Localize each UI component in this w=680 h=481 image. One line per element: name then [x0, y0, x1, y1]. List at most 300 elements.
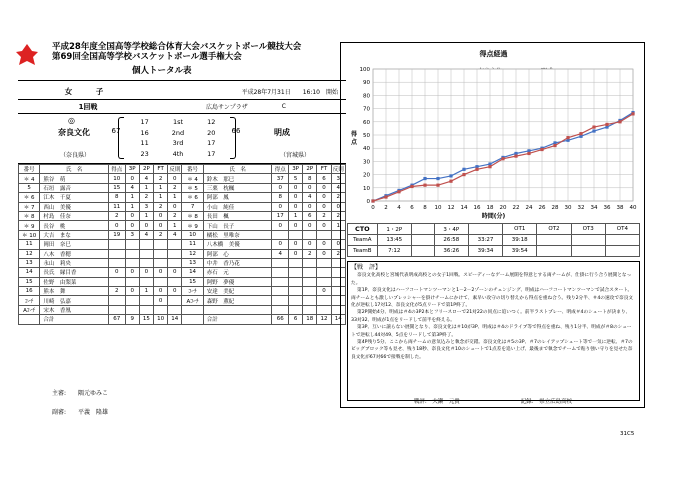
cto-cell: 33:27: [468, 235, 502, 246]
roster-cell: 12: [182, 249, 203, 258]
title-line2: 第69回全国高等学校バスケットボール選手権大会: [52, 52, 242, 62]
player-name: 長田 楓: [203, 211, 272, 220]
roster-cell: 2: [139, 193, 153, 202]
player-name: 江木 千夏: [40, 193, 109, 202]
roster-cell: [303, 287, 317, 296]
data-point: [449, 174, 452, 177]
roster-cell: 1: [139, 287, 153, 296]
roster-cell: Aｺｰﾁ: [19, 305, 40, 314]
x-tick-label: 6: [410, 205, 414, 211]
roster-cell: 1: [289, 211, 303, 220]
gender-label: 女 子: [64, 87, 112, 96]
y-tick-label: 90: [363, 80, 370, 87]
roster-cell: 18: [303, 315, 317, 324]
data-point: [553, 144, 556, 147]
player-name: 合計: [203, 315, 272, 324]
data-point: [462, 168, 465, 171]
data-point: [449, 180, 452, 183]
roster-cell: 4: [168, 230, 182, 239]
roster-cell: [272, 287, 289, 296]
roster-header-cell: 反則: [168, 165, 182, 174]
roster-cell: 0: [317, 202, 331, 211]
roster-cell: [154, 277, 168, 286]
y-tick-label: 60: [363, 119, 370, 126]
data-point: [371, 199, 374, 202]
roster-cell: 67: [109, 315, 126, 324]
cto-cell: 36:26: [434, 246, 468, 257]
roster-cell: 37: [272, 174, 289, 183]
roster-row: [19, 174, 346, 183]
roster-row: [19, 202, 346, 211]
player-name: 長氏 縁目香: [40, 268, 109, 277]
data-point: [592, 125, 595, 128]
roster-row: [19, 287, 346, 296]
cto-header-cell: 3・4P: [434, 224, 468, 235]
x-tick-label: 28: [551, 205, 559, 211]
roster-cell: 8: [272, 193, 289, 202]
roster-cell: 8: [303, 174, 317, 183]
roster-cell: [125, 258, 139, 267]
player-name: 熊谷 萌: [40, 174, 109, 183]
x-tick-label: 24: [525, 205, 533, 211]
roster-row: [19, 221, 346, 230]
roster-row: [19, 249, 346, 258]
roster-cell: [125, 296, 139, 305]
y-tick-label: 70: [363, 106, 370, 113]
officials: [18, 388, 346, 426]
roster-cell: 0: [168, 268, 182, 277]
roster-cell: 1: [125, 193, 139, 202]
roster-cell: 11: [109, 202, 126, 211]
box-score: [18, 84, 346, 325]
data-point: [592, 129, 595, 132]
roster-cell: 19: [109, 230, 126, 239]
player-name: 村島 佳奈: [40, 211, 109, 220]
cto-header-cell: [411, 224, 434, 235]
x-tick-label: 0: [371, 205, 375, 211]
roster-cell: 2: [331, 193, 345, 202]
recorder-label: 記録:: [520, 399, 534, 405]
roster-cell: 0: [168, 287, 182, 296]
data-point: [384, 195, 387, 198]
roster-cell: 2: [109, 287, 126, 296]
roster-cell: 4: [125, 183, 139, 192]
player-name: 岡田 奈巳: [40, 240, 109, 249]
court: C: [281, 103, 286, 110]
roster-cell: 15: [139, 315, 153, 324]
roster-header-cell: 3P: [289, 165, 303, 174]
roster-cell: [289, 277, 303, 286]
roster-cell: 2: [168, 211, 182, 220]
data-point: [631, 112, 634, 115]
data-point: [514, 155, 517, 158]
y-tick-label: 80: [363, 93, 370, 100]
commentary-paragraph: 奈良文化高校と宮城代表明成高校との女子1回戦。スピーディーなゲーム展開を得意とする両チームが、仕掛に行う合う展開となった。: [351, 273, 632, 286]
cto-header-cell: OT2: [537, 224, 571, 235]
player-name: [203, 305, 272, 314]
cto-cell: [605, 235, 639, 246]
roster-cell: 0: [272, 221, 289, 230]
cto-table: [347, 223, 640, 257]
roster-cell: [109, 240, 126, 249]
cto-cell: 26:58: [434, 235, 468, 246]
player-name: 阿部 鳳: [203, 193, 272, 202]
roster-cell: [125, 240, 139, 249]
roster-cell: [168, 240, 182, 249]
roster-cell: 0: [331, 202, 345, 211]
data-point: [410, 185, 413, 188]
game-date: 平成28年7月31日 16:10 開始: [241, 89, 338, 96]
roster-cell: 14: [331, 315, 345, 324]
judge-name: 大瀬 元貴: [432, 399, 460, 405]
chief-label: 主審:: [51, 390, 66, 397]
document-header: [52, 42, 301, 76]
commentary: [347, 261, 640, 401]
roster-cell: [272, 277, 289, 286]
roster-cell: [125, 277, 139, 286]
roster-cell: 2: [154, 230, 168, 239]
player-name: 合計: [40, 315, 109, 324]
player-name: 西山 美優: [40, 202, 109, 211]
roster-cell: [109, 305, 126, 314]
roster-cell: 8: [109, 193, 126, 202]
venue: 広島サンプラザ: [206, 104, 248, 111]
player-name: 熊本 舞: [40, 287, 109, 296]
roster-cell: [139, 240, 153, 249]
data-point: [436, 184, 439, 187]
roster-cell: 1: [168, 221, 182, 230]
roster-cell: 1: [168, 193, 182, 202]
roster-cell: [139, 258, 153, 267]
roster-cell: [125, 305, 139, 314]
roster-row: [19, 268, 346, 277]
y-tick-label: 50: [363, 133, 370, 139]
roster-cell: 3: [331, 174, 345, 183]
roster-row: [19, 305, 346, 314]
roster-cell: ＊ 5: [182, 183, 203, 192]
deputy-label: 副審:: [51, 409, 66, 416]
roster-cell: [168, 305, 182, 314]
score-progress-panel: [340, 42, 645, 408]
roster-cell: 2: [331, 211, 345, 220]
roster-cell: 0: [125, 268, 139, 277]
roster-cell: 5: [289, 174, 303, 183]
cto-cell: [571, 246, 605, 257]
roster-cell: [272, 230, 289, 239]
roster-cell: 10: [154, 315, 168, 324]
roster-cell: 0: [317, 193, 331, 202]
roster-cell: 0: [125, 221, 139, 230]
cto-cell: 39:34: [468, 246, 502, 257]
roster-row: [19, 277, 346, 286]
roster-cell: 0: [154, 221, 168, 230]
roster-cell: [303, 277, 317, 286]
roster-cell: 3: [139, 202, 153, 211]
judge-label: 戦評:: [413, 399, 427, 405]
roster-row: [19, 315, 346, 324]
x-tick-label: 4: [397, 205, 401, 211]
roster-header-cell: FT: [154, 165, 168, 174]
roster-cell: [303, 296, 317, 305]
roster-cell: 6: [289, 315, 303, 324]
roster-cell: [289, 268, 303, 277]
roster-cell: 2: [303, 249, 317, 258]
cto-header-cell: OT3: [571, 224, 605, 235]
x-tick-label: 30: [564, 205, 572, 211]
roster-cell: [182, 315, 203, 324]
x-tick-label: 10: [434, 205, 442, 211]
team-a-name: 奈良文化: [58, 128, 90, 137]
roster-cell: 0: [168, 174, 182, 183]
roster-cell: [289, 258, 303, 267]
winner-mark: ◎: [68, 116, 75, 125]
roster-cell: [109, 277, 126, 286]
roster-cell: 16: [19, 287, 40, 296]
cto-header-cell: 1・2P: [377, 224, 411, 235]
roster-row: [19, 240, 346, 249]
player-name: 川崎 弘嘉: [40, 296, 109, 305]
roster-row: [19, 296, 346, 305]
data-point: [501, 157, 504, 160]
roster-cell: 0: [289, 193, 303, 202]
player-name: 鈴木 那巳: [203, 174, 272, 183]
roster-cell: 0: [317, 240, 331, 249]
roster-cell: ＊ 8: [19, 211, 40, 220]
recorder-name: 県立広島高校: [539, 399, 573, 405]
y-tick-label: 100: [359, 67, 370, 73]
roster-cell: 12: [19, 249, 40, 258]
roster-cell: ＊ 7: [19, 202, 40, 211]
chief-referee: 隅元ゆみこ: [78, 390, 109, 397]
roster-cell: [303, 305, 317, 314]
roster-cell: 2: [317, 211, 331, 220]
roster-cell: 11: [182, 240, 203, 249]
roster-cell: 2: [154, 174, 168, 183]
team-b-pref: （宮城県）: [280, 152, 311, 159]
roster-cell: [139, 296, 153, 305]
roster-cell: [139, 277, 153, 286]
roster-cell: 2: [331, 249, 345, 258]
x-tick-label: 16: [473, 205, 481, 211]
page-code: 31C5: [620, 431, 635, 437]
roster-cell: [168, 277, 182, 286]
player-name: 安達 美紀: [203, 287, 272, 296]
roster-cell: [139, 249, 153, 258]
cto-header-cell: OT1: [503, 224, 537, 235]
data-point: [618, 120, 621, 123]
roster-cell: 1: [154, 183, 168, 192]
roster-cell: [289, 296, 303, 305]
roster-cell: 15: [109, 183, 126, 192]
x-tick-label: 22: [512, 205, 520, 211]
roster-cell: [272, 305, 289, 314]
title-line3: 個人トータル表: [132, 66, 192, 76]
roster-cell: [154, 258, 168, 267]
roster-cell: 0: [317, 249, 331, 258]
roster-cell: [19, 315, 40, 324]
roster-cell: 10: [182, 230, 203, 239]
roster-cell: 0: [289, 202, 303, 211]
commentary-paragraph: 第1P、奈良文化はハーフコートマンツーマンと1－2－2ゾーンのチェンジング、明成はハーフコートマンツーマンで試合スタート。両チームとも激しいプレッシャーを掛けチームにかけて、素早い攻守の切り替えから得点を重ね合う。残り2分半、＃4の速攻で奈良文化が逆転し17対12、奈良文化が5点リードで第1P終了。: [351, 288, 634, 309]
roster-cell: 0: [303, 240, 317, 249]
player-name: 中井 香乃花: [203, 258, 272, 267]
roster-cell: 3: [125, 230, 139, 239]
cto-header-cell: [468, 224, 502, 235]
roster-cell: [289, 230, 303, 239]
roster-cell: 5: [19, 183, 40, 192]
player-name: 佐野 由梨菜: [40, 277, 109, 286]
y-tick-label: 30: [363, 159, 370, 166]
roster-cell: [317, 268, 331, 277]
chart-title: 得点経過: [479, 50, 508, 58]
roster-cell: [272, 258, 289, 267]
team-b-name: 明成: [274, 128, 290, 137]
round-label: 1回戦: [78, 102, 98, 111]
commentary-title: 【戦 評】: [351, 264, 382, 271]
roster-cell: 0: [154, 287, 168, 296]
cto-cell: [411, 235, 434, 246]
roster-header-cell: FT: [317, 165, 331, 174]
roster-cell: 6: [317, 174, 331, 183]
deputy-referee: 平義 隆雄: [78, 409, 109, 416]
cto-header-cell: CTO: [348, 224, 378, 235]
roster-cell: 0: [303, 221, 317, 230]
cto-cell: [571, 235, 605, 246]
period-scores: [128, 117, 228, 159]
roster-cell: ＊ 4: [19, 174, 40, 183]
roster-cell: [317, 305, 331, 314]
roster-header-cell: 2P: [139, 165, 153, 174]
roster-cell: 1: [331, 221, 345, 230]
data-point: [436, 177, 439, 180]
cto-cell: TeamA: [348, 235, 378, 246]
cto-cell: [411, 246, 434, 257]
roster-cell: [317, 277, 331, 286]
roster-cell: 0: [125, 211, 139, 220]
roster-header-cell: 番号: [182, 165, 203, 174]
roster-cell: [272, 296, 289, 305]
roster-cell: 0: [109, 268, 126, 277]
roster-cell: 6: [303, 211, 317, 220]
roster-cell: 0: [289, 183, 303, 192]
player-name: 下山 長子: [203, 221, 272, 230]
roster-cell: [109, 249, 126, 258]
cto-cell: 7:12: [377, 246, 411, 257]
roster-cell: 0: [303, 202, 317, 211]
roster-cell: [125, 249, 139, 258]
roster-cell: [317, 258, 331, 267]
data-point: [423, 177, 426, 180]
team-a-pref: （奈良県）: [60, 152, 91, 159]
roster-cell: 15: [19, 277, 40, 286]
x-axis-label: 時間(分): [481, 213, 506, 220]
roster-cell: [168, 258, 182, 267]
cto-cell: [537, 246, 571, 257]
roster-cell: [109, 296, 126, 305]
roster-cell: ＊ 9: [19, 221, 40, 230]
roster-cell: 0: [109, 221, 126, 230]
data-point: [488, 165, 491, 168]
roster-cell: 14: [168, 315, 182, 324]
roster-cell: 4: [303, 193, 317, 202]
roster-cell: ＊ 6: [182, 193, 203, 202]
x-tick-label: 20: [499, 205, 507, 211]
x-tick-label: 34: [590, 205, 598, 211]
cto-cell: 39:18: [503, 235, 537, 246]
team-b-score: 66: [231, 127, 241, 135]
data-point: [397, 190, 400, 193]
player-name: 阿部 心: [203, 249, 272, 258]
commentary-paragraph: 第4P残り5分、ここから両チームの意気込みと執念が交錯。奈良文化は＃5の3P、＃7のレイアップシュート等で一気に逆転、＃7のビッグブロック等も見せ、残り18秒、奈良文化＃10のシュートで1点差を追い上げ、最後まで執念でチームで粘り強い守りを見せた奈良文化が67対66で接戦を制した。: [351, 340, 633, 360]
roster-cell: Aｺｰﾁ: [182, 296, 203, 305]
roster-cell: 0: [168, 202, 182, 211]
roster-cell: [303, 230, 317, 239]
roster-cell: 10: [109, 174, 126, 183]
roster-cell: [139, 305, 153, 314]
cto-cell: [537, 235, 571, 246]
y-tick-label: 0: [366, 199, 370, 205]
roster-cell: [109, 258, 126, 267]
roster-cell: [317, 230, 331, 239]
cto-cell: 39:54: [503, 246, 537, 257]
roster-cell: ＊ 8: [182, 211, 203, 220]
roster-cell: 1: [125, 202, 139, 211]
cto-header-cell: OT4: [605, 224, 639, 235]
player-name: 阿野 夢優: [203, 277, 272, 286]
roster-cell: [154, 305, 168, 314]
roster-header-cell: 3P: [125, 165, 139, 174]
roster-row: [19, 183, 346, 192]
roster-cell: ＊ 10: [19, 230, 40, 239]
commentary-paragraph: 第2P開始4分、明成は＃4の3P2本とフリースローで21対22の同点に追いつく。前半ラストプレー、明成＃4のシュートが決まり、33対32、明成が1点をリードして前半を終える。: [351, 310, 631, 323]
player-name: 森野 薫紀: [203, 296, 272, 305]
roster-cell: 0: [272, 183, 289, 192]
roster-cell: 1: [139, 211, 153, 220]
period-row: 16 2nd 20: [140, 128, 216, 137]
player-name: 永山 莉央: [40, 258, 109, 267]
x-tick-label: 8: [423, 205, 427, 211]
roster-cell: 0: [125, 174, 139, 183]
roster-cell: [168, 296, 182, 305]
x-tick-label: 32: [577, 205, 585, 211]
roster-cell: 0: [272, 202, 289, 211]
x-tick-label: 38: [616, 205, 624, 211]
data-point: [527, 152, 530, 155]
x-tick-label: 14: [460, 205, 468, 211]
roster-cell: 14: [19, 268, 40, 277]
data-point: [475, 168, 478, 171]
x-tick-label: 2: [384, 205, 388, 211]
data-point: [423, 184, 426, 187]
event-logo-icon: [14, 42, 40, 68]
roster-header-cell: 反則: [331, 165, 345, 174]
roster-cell: ｺｰﾁ: [182, 287, 203, 296]
period-row: 11 3rd 17: [140, 139, 216, 147]
roster-cell: [303, 258, 317, 267]
player-name: 小山 純佳: [203, 202, 272, 211]
roster-row: [19, 193, 346, 202]
roster-cell: 0: [317, 183, 331, 192]
cto-cell: TeamB: [348, 246, 378, 257]
roster-table: [18, 164, 346, 325]
roster-cell: 4: [139, 230, 153, 239]
roster-cell: 0: [154, 268, 168, 277]
roster-header-cell: 得点: [109, 165, 126, 174]
roster-cell: 13: [182, 258, 203, 267]
roster-cell: 0: [139, 221, 153, 230]
data-point: [579, 132, 582, 135]
roster-cell: 2: [109, 211, 126, 220]
